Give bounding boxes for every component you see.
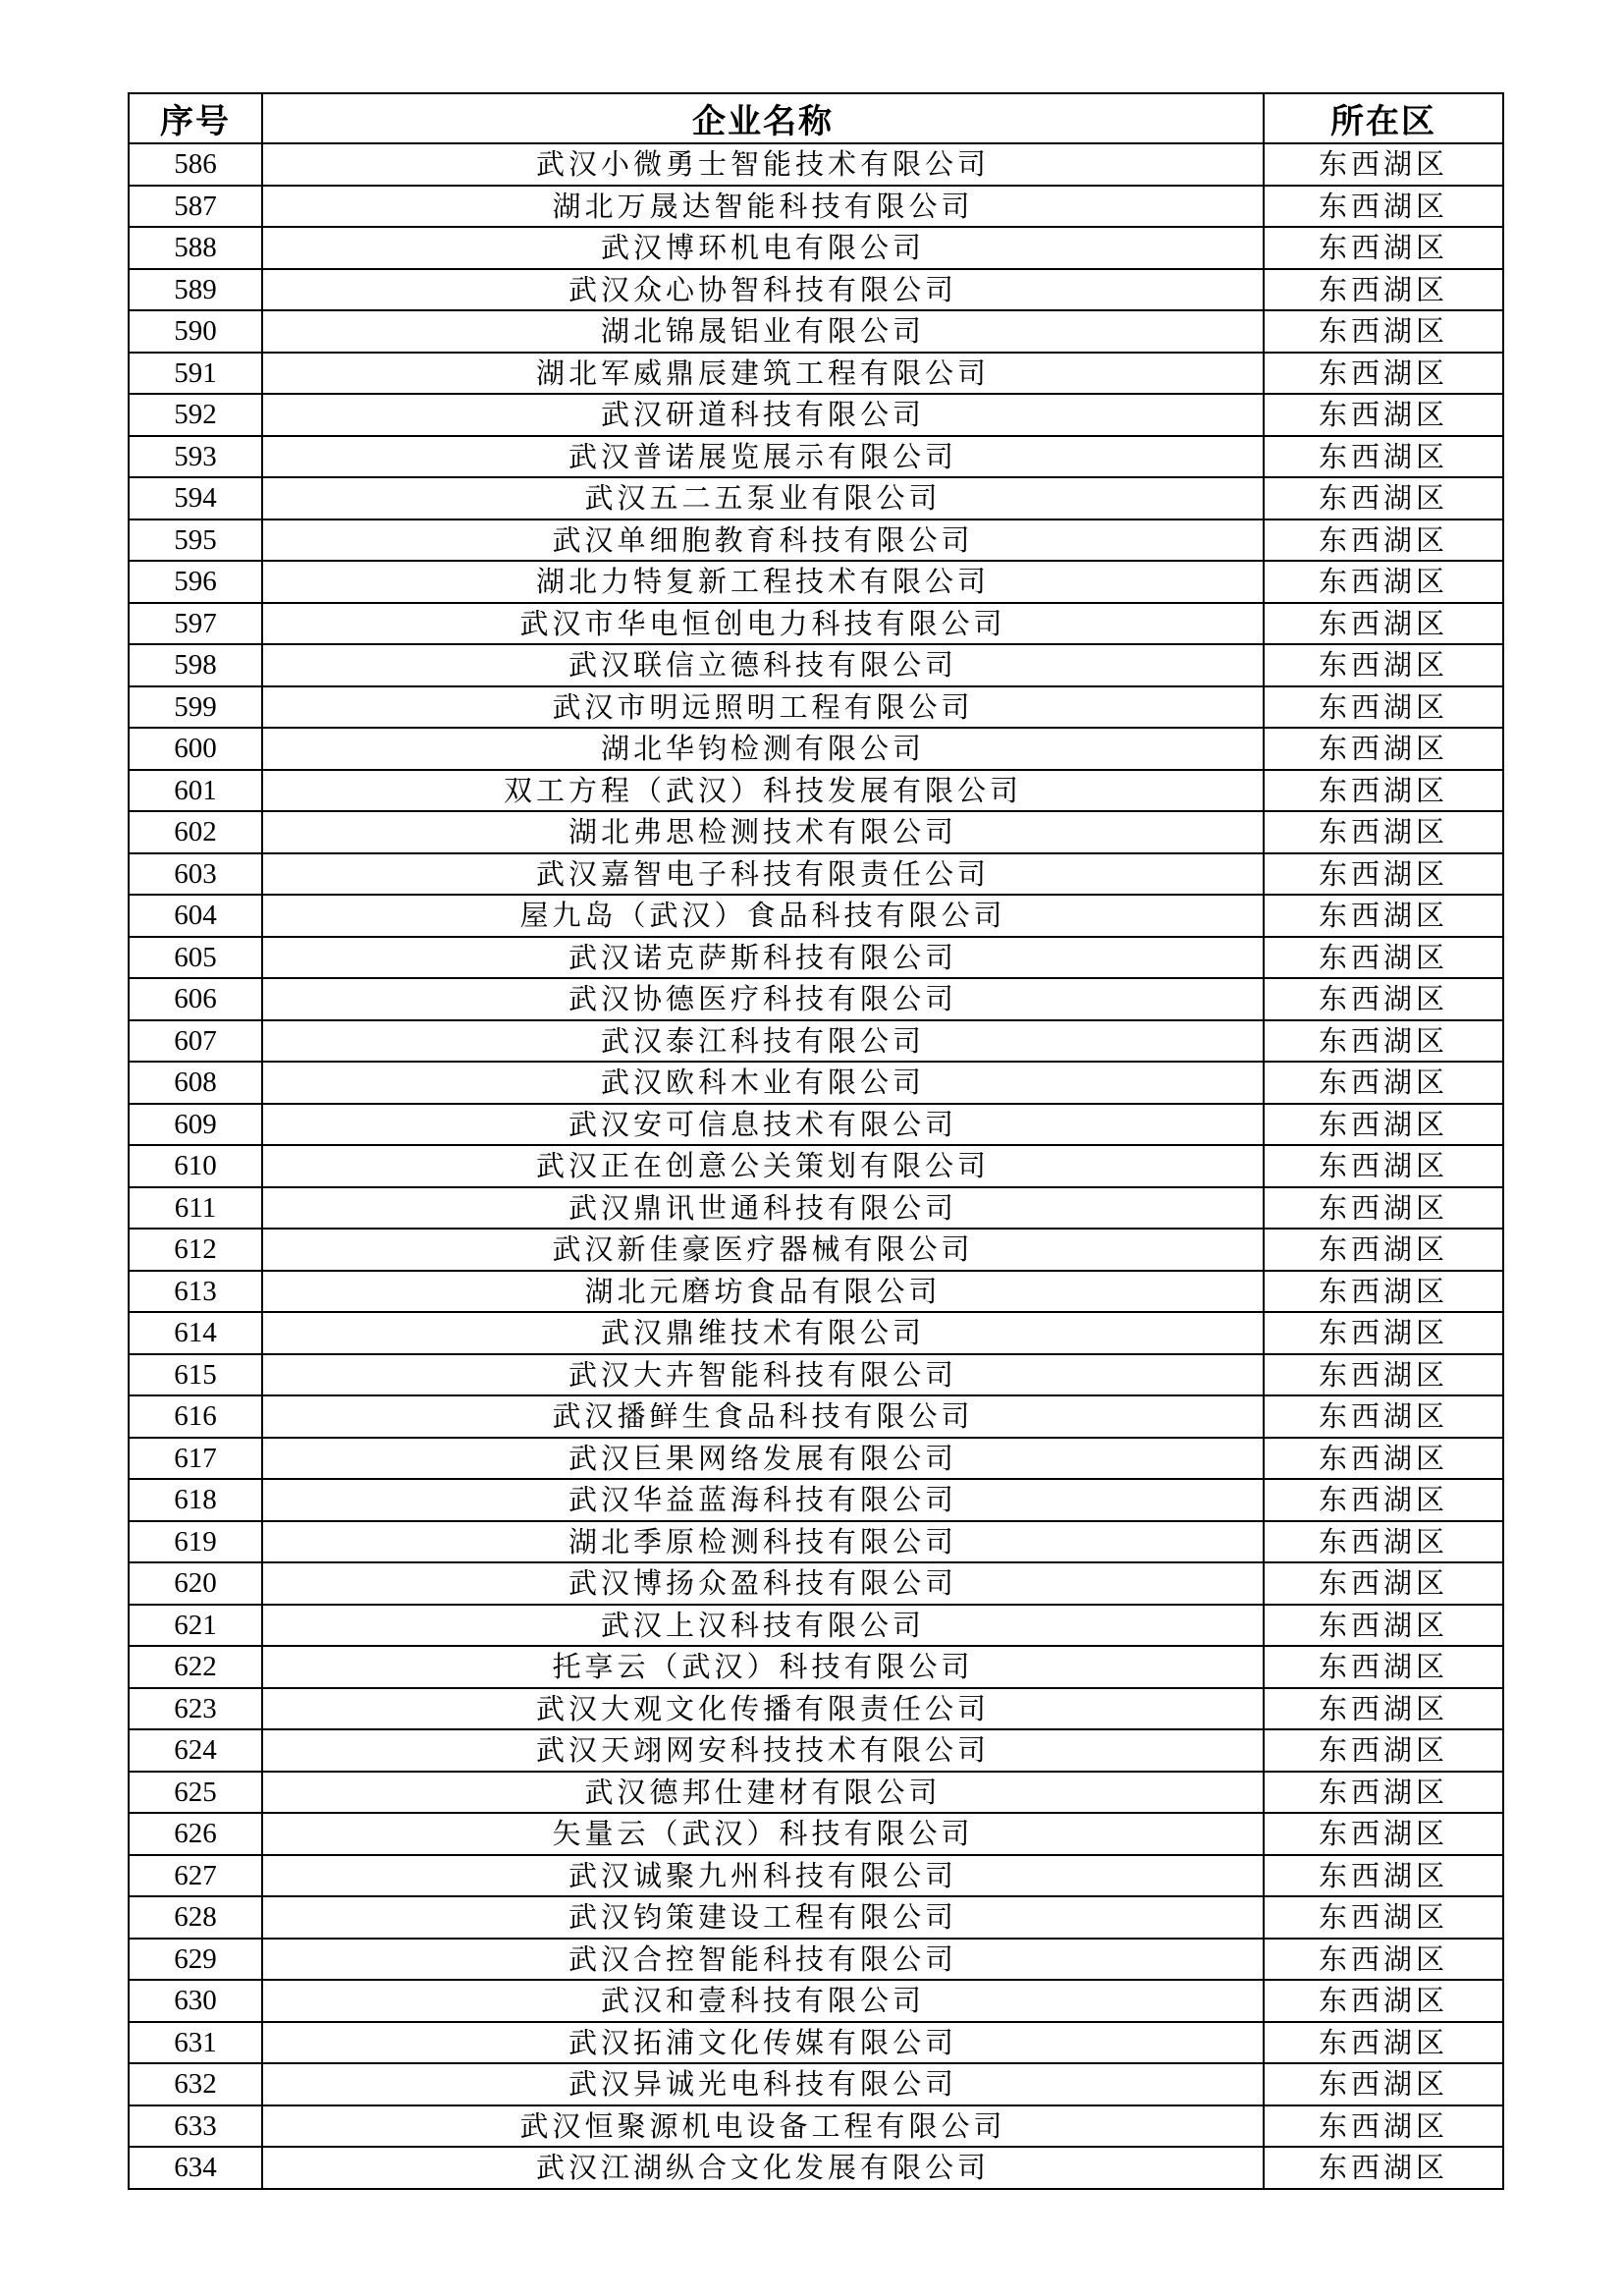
row-seq: 634 [129,2147,262,2189]
row-company-name: 武汉正在创意公关策划有限公司 [262,1145,1264,1187]
row-seq: 590 [129,310,262,353]
row-seq: 627 [129,1855,262,1897]
row-company-name: 武汉协德医疗科技有限公司 [262,978,1264,1020]
row-district: 东西湖区 [1264,1354,1503,1396]
row-seq: 597 [129,603,262,645]
row-district: 东西湖区 [1264,2063,1503,2105]
row-district: 东西湖区 [1264,1438,1503,1480]
row-company-name: 湖北万晟达智能科技有限公司 [262,186,1264,228]
row-company-name: 武汉异诚光电科技有限公司 [262,2063,1264,2105]
row-company-name: 湖北元磨坊食品有限公司 [262,1271,1264,1313]
row-seq: 602 [129,811,262,853]
table-row [129,1896,1503,1939]
row-seq: 587 [129,186,262,228]
row-company-name: 武汉单细胞教育科技有限公司 [262,519,1264,562]
row-seq: 609 [129,1104,262,1146]
document-page [128,92,1502,2190]
row-district: 东西湖区 [1264,1062,1503,1104]
row-district: 东西湖区 [1264,728,1503,770]
table-row [129,1980,1503,2022]
company-table [128,92,1504,2190]
row-company-name: 武汉合控智能科技有限公司 [262,1939,1264,1981]
row-seq: 595 [129,519,262,562]
row-company-name: 武汉市华电恒创电力科技有限公司 [262,603,1264,645]
row-district: 东西湖区 [1264,811,1503,853]
header-row [129,93,1503,143]
row-seq: 605 [129,937,262,979]
row-district: 东西湖区 [1264,1187,1503,1230]
row-district: 东西湖区 [1264,186,1503,228]
table-row [129,2147,1503,2189]
row-company-name: 武汉华益蓝海科技有限公司 [262,1479,1264,1521]
row-district: 东西湖区 [1264,143,1503,186]
table-row [129,519,1503,562]
row-seq: 625 [129,1772,262,1814]
row-seq: 621 [129,1605,262,1647]
table-row [129,603,1503,645]
row-seq: 612 [129,1229,262,1271]
row-company-name: 武汉天翊网安科技技术有限公司 [262,1729,1264,1772]
table-row [129,186,1503,228]
row-seq: 616 [129,1395,262,1438]
row-company-name: 武汉博扬众盈科技有限公司 [262,1562,1264,1605]
row-district: 东西湖区 [1264,1939,1503,1981]
table-row [129,644,1503,686]
row-seq: 617 [129,1438,262,1480]
table-row [129,1813,1503,1855]
row-district: 东西湖区 [1264,644,1503,686]
table-row [129,895,1503,937]
row-company-name: 双工方程（武汉）科技发展有限公司 [262,770,1264,812]
table-row [129,1605,1503,1647]
row-seq: 626 [129,1813,262,1855]
row-seq: 607 [129,1020,262,1063]
row-company-name: 湖北力特复新工程技术有限公司 [262,561,1264,603]
row-district: 东西湖区 [1264,853,1503,896]
table-row [129,1271,1503,1313]
row-district: 东西湖区 [1264,1521,1503,1563]
row-company-name: 武汉联信立德科技有限公司 [262,644,1264,686]
row-district: 东西湖区 [1264,269,1503,311]
row-company-name: 武汉五二五泵业有限公司 [262,477,1264,519]
row-company-name: 武汉研道科技有限公司 [262,394,1264,436]
row-district: 东西湖区 [1264,1479,1503,1521]
table-row [129,1312,1503,1354]
row-seq: 630 [129,1980,262,2022]
header-name: 企业名称 [262,93,1264,143]
row-seq: 588 [129,227,262,269]
row-company-name: 武汉大卉智能科技有限公司 [262,1354,1264,1396]
row-company-name: 湖北华钧检测有限公司 [262,728,1264,770]
row-company-name: 托享云（武汉）科技有限公司 [262,1646,1264,1688]
table-row [129,2022,1503,2064]
table-body [129,143,1503,2189]
row-district: 东西湖区 [1264,1312,1503,1354]
table-row [129,1062,1503,1104]
row-company-name: 矢量云（武汉）科技有限公司 [262,1813,1264,1855]
table-row [129,1438,1503,1480]
row-district: 东西湖区 [1264,1605,1503,1647]
row-district: 东西湖区 [1264,310,1503,353]
row-seq: 593 [129,436,262,478]
row-seq: 631 [129,2022,262,2064]
table-row [129,1646,1503,1688]
table-row [129,1354,1503,1396]
row-district: 东西湖区 [1264,1104,1503,1146]
table-row [129,978,1503,1020]
table-row [129,353,1503,395]
row-seq: 608 [129,1062,262,1104]
row-company-name: 武汉众心协智科技有限公司 [262,269,1264,311]
header-district: 所在区 [1264,93,1503,143]
table-row [129,728,1503,770]
row-company-name: 武汉钧策建设工程有限公司 [262,1896,1264,1939]
table-row [129,853,1503,896]
row-company-name: 武汉和壹科技有限公司 [262,1980,1264,2022]
row-company-name: 湖北弗思检测技术有限公司 [262,811,1264,853]
table-row [129,561,1503,603]
row-company-name: 湖北锦晟铝业有限公司 [262,310,1264,353]
table-row [129,310,1503,353]
table-row [129,1729,1503,1772]
row-seq: 613 [129,1271,262,1313]
table-row [129,394,1503,436]
row-seq: 599 [129,686,262,729]
table-header [129,93,1503,143]
table-row [129,1855,1503,1897]
row-district: 东西湖区 [1264,1855,1503,1897]
table-row [129,227,1503,269]
table-row [129,269,1503,311]
table-row [129,143,1503,186]
row-seq: 606 [129,978,262,1020]
table-row [129,1187,1503,1230]
row-district: 东西湖区 [1264,2022,1503,2064]
row-district: 东西湖区 [1264,1772,1503,1814]
row-district: 东西湖区 [1264,1729,1503,1772]
row-seq: 594 [129,477,262,519]
row-company-name: 武汉诚聚九州科技有限公司 [262,1855,1264,1897]
table-row [129,1772,1503,1814]
row-seq: 624 [129,1729,262,1772]
header-seq: 序号 [129,93,262,143]
row-district: 东西湖区 [1264,686,1503,729]
row-district: 东西湖区 [1264,1688,1503,1730]
table-row [129,1479,1503,1521]
row-company-name: 屋九岛（武汉）食品科技有限公司 [262,895,1264,937]
row-seq: 601 [129,770,262,812]
row-company-name: 武汉江湖纵合文化发展有限公司 [262,2147,1264,2189]
row-district: 东西湖区 [1264,895,1503,937]
row-seq: 600 [129,728,262,770]
row-company-name: 武汉上汉科技有限公司 [262,1605,1264,1647]
row-seq: 615 [129,1354,262,1396]
table-row [129,1562,1503,1605]
row-seq: 603 [129,853,262,896]
table-row [129,937,1503,979]
row-company-name: 湖北季原检测科技有限公司 [262,1521,1264,1563]
row-seq: 628 [129,1896,262,1939]
row-company-name: 武汉播鲜生食品科技有限公司 [262,1395,1264,1438]
table-row [129,1145,1503,1187]
table-row [129,1395,1503,1438]
row-company-name: 武汉鼎讯世通科技有限公司 [262,1187,1264,1230]
row-company-name: 武汉博环机电有限公司 [262,227,1264,269]
row-seq: 586 [129,143,262,186]
row-company-name: 武汉泰江科技有限公司 [262,1020,1264,1063]
row-district: 东西湖区 [1264,436,1503,478]
row-seq: 619 [129,1521,262,1563]
row-company-name: 武汉德邦仕建材有限公司 [262,1772,1264,1814]
row-company-name: 武汉安可信息技术有限公司 [262,1104,1264,1146]
table-row [129,436,1503,478]
row-district: 东西湖区 [1264,477,1503,519]
row-district: 东西湖区 [1264,603,1503,645]
table-row [129,770,1503,812]
row-district: 东西湖区 [1264,561,1503,603]
row-seq: 622 [129,1646,262,1688]
table-row [129,1104,1503,1146]
table-row [129,811,1503,853]
row-company-name: 武汉新佳豪医疗器械有限公司 [262,1229,1264,1271]
table-row [129,477,1503,519]
table-row [129,1688,1503,1730]
row-district: 东西湖区 [1264,1562,1503,1605]
row-company-name: 武汉普诺展览展示有限公司 [262,436,1264,478]
row-district: 东西湖区 [1264,978,1503,1020]
row-district: 东西湖区 [1264,1271,1503,1313]
row-district: 东西湖区 [1264,519,1503,562]
row-district: 东西湖区 [1264,937,1503,979]
row-district: 东西湖区 [1264,353,1503,395]
row-seq: 596 [129,561,262,603]
row-company-name: 武汉拓浦文化传媒有限公司 [262,2022,1264,2064]
row-district: 东西湖区 [1264,1020,1503,1063]
row-seq: 610 [129,1145,262,1187]
row-company-name: 武汉巨果网络发展有限公司 [262,1438,1264,1480]
row-district: 东西湖区 [1264,227,1503,269]
row-district: 东西湖区 [1264,1896,1503,1939]
row-seq: 598 [129,644,262,686]
table-row [129,2105,1503,2148]
row-seq: 623 [129,1688,262,1730]
row-district: 东西湖区 [1264,770,1503,812]
table-row [129,686,1503,729]
row-company-name: 武汉诺克萨斯科技有限公司 [262,937,1264,979]
row-seq: 611 [129,1187,262,1230]
row-company-name: 武汉鼎维技术有限公司 [262,1312,1264,1354]
table-row [129,1020,1503,1063]
row-seq: 629 [129,1939,262,1981]
row-district: 东西湖区 [1264,394,1503,436]
row-seq: 614 [129,1312,262,1354]
row-company-name: 武汉市明远照明工程有限公司 [262,686,1264,729]
row-company-name: 武汉嘉智电子科技有限责任公司 [262,853,1264,896]
row-company-name: 湖北军威鼎辰建筑工程有限公司 [262,353,1264,395]
row-company-name: 武汉大观文化传播有限责任公司 [262,1688,1264,1730]
row-company-name: 武汉欧科木业有限公司 [262,1062,1264,1104]
row-district: 东西湖区 [1264,1980,1503,2022]
row-seq: 604 [129,895,262,937]
row-seq: 618 [129,1479,262,1521]
row-district: 东西湖区 [1264,1646,1503,1688]
row-district: 东西湖区 [1264,1229,1503,1271]
row-district: 东西湖区 [1264,2147,1503,2189]
row-seq: 591 [129,353,262,395]
row-seq: 632 [129,2063,262,2105]
table-row [129,2063,1503,2105]
row-district: 东西湖区 [1264,1145,1503,1187]
row-seq: 633 [129,2105,262,2148]
row-district: 东西湖区 [1264,2105,1503,2148]
row-district: 东西湖区 [1264,1813,1503,1855]
row-company-name: 武汉恒聚源机电设备工程有限公司 [262,2105,1264,2148]
row-seq: 592 [129,394,262,436]
table-row [129,1521,1503,1563]
table-row [129,1229,1503,1271]
row-district: 东西湖区 [1264,1395,1503,1438]
table-row [129,1939,1503,1981]
row-seq: 589 [129,269,262,311]
row-company-name: 武汉小微勇士智能技术有限公司 [262,143,1264,186]
row-seq: 620 [129,1562,262,1605]
